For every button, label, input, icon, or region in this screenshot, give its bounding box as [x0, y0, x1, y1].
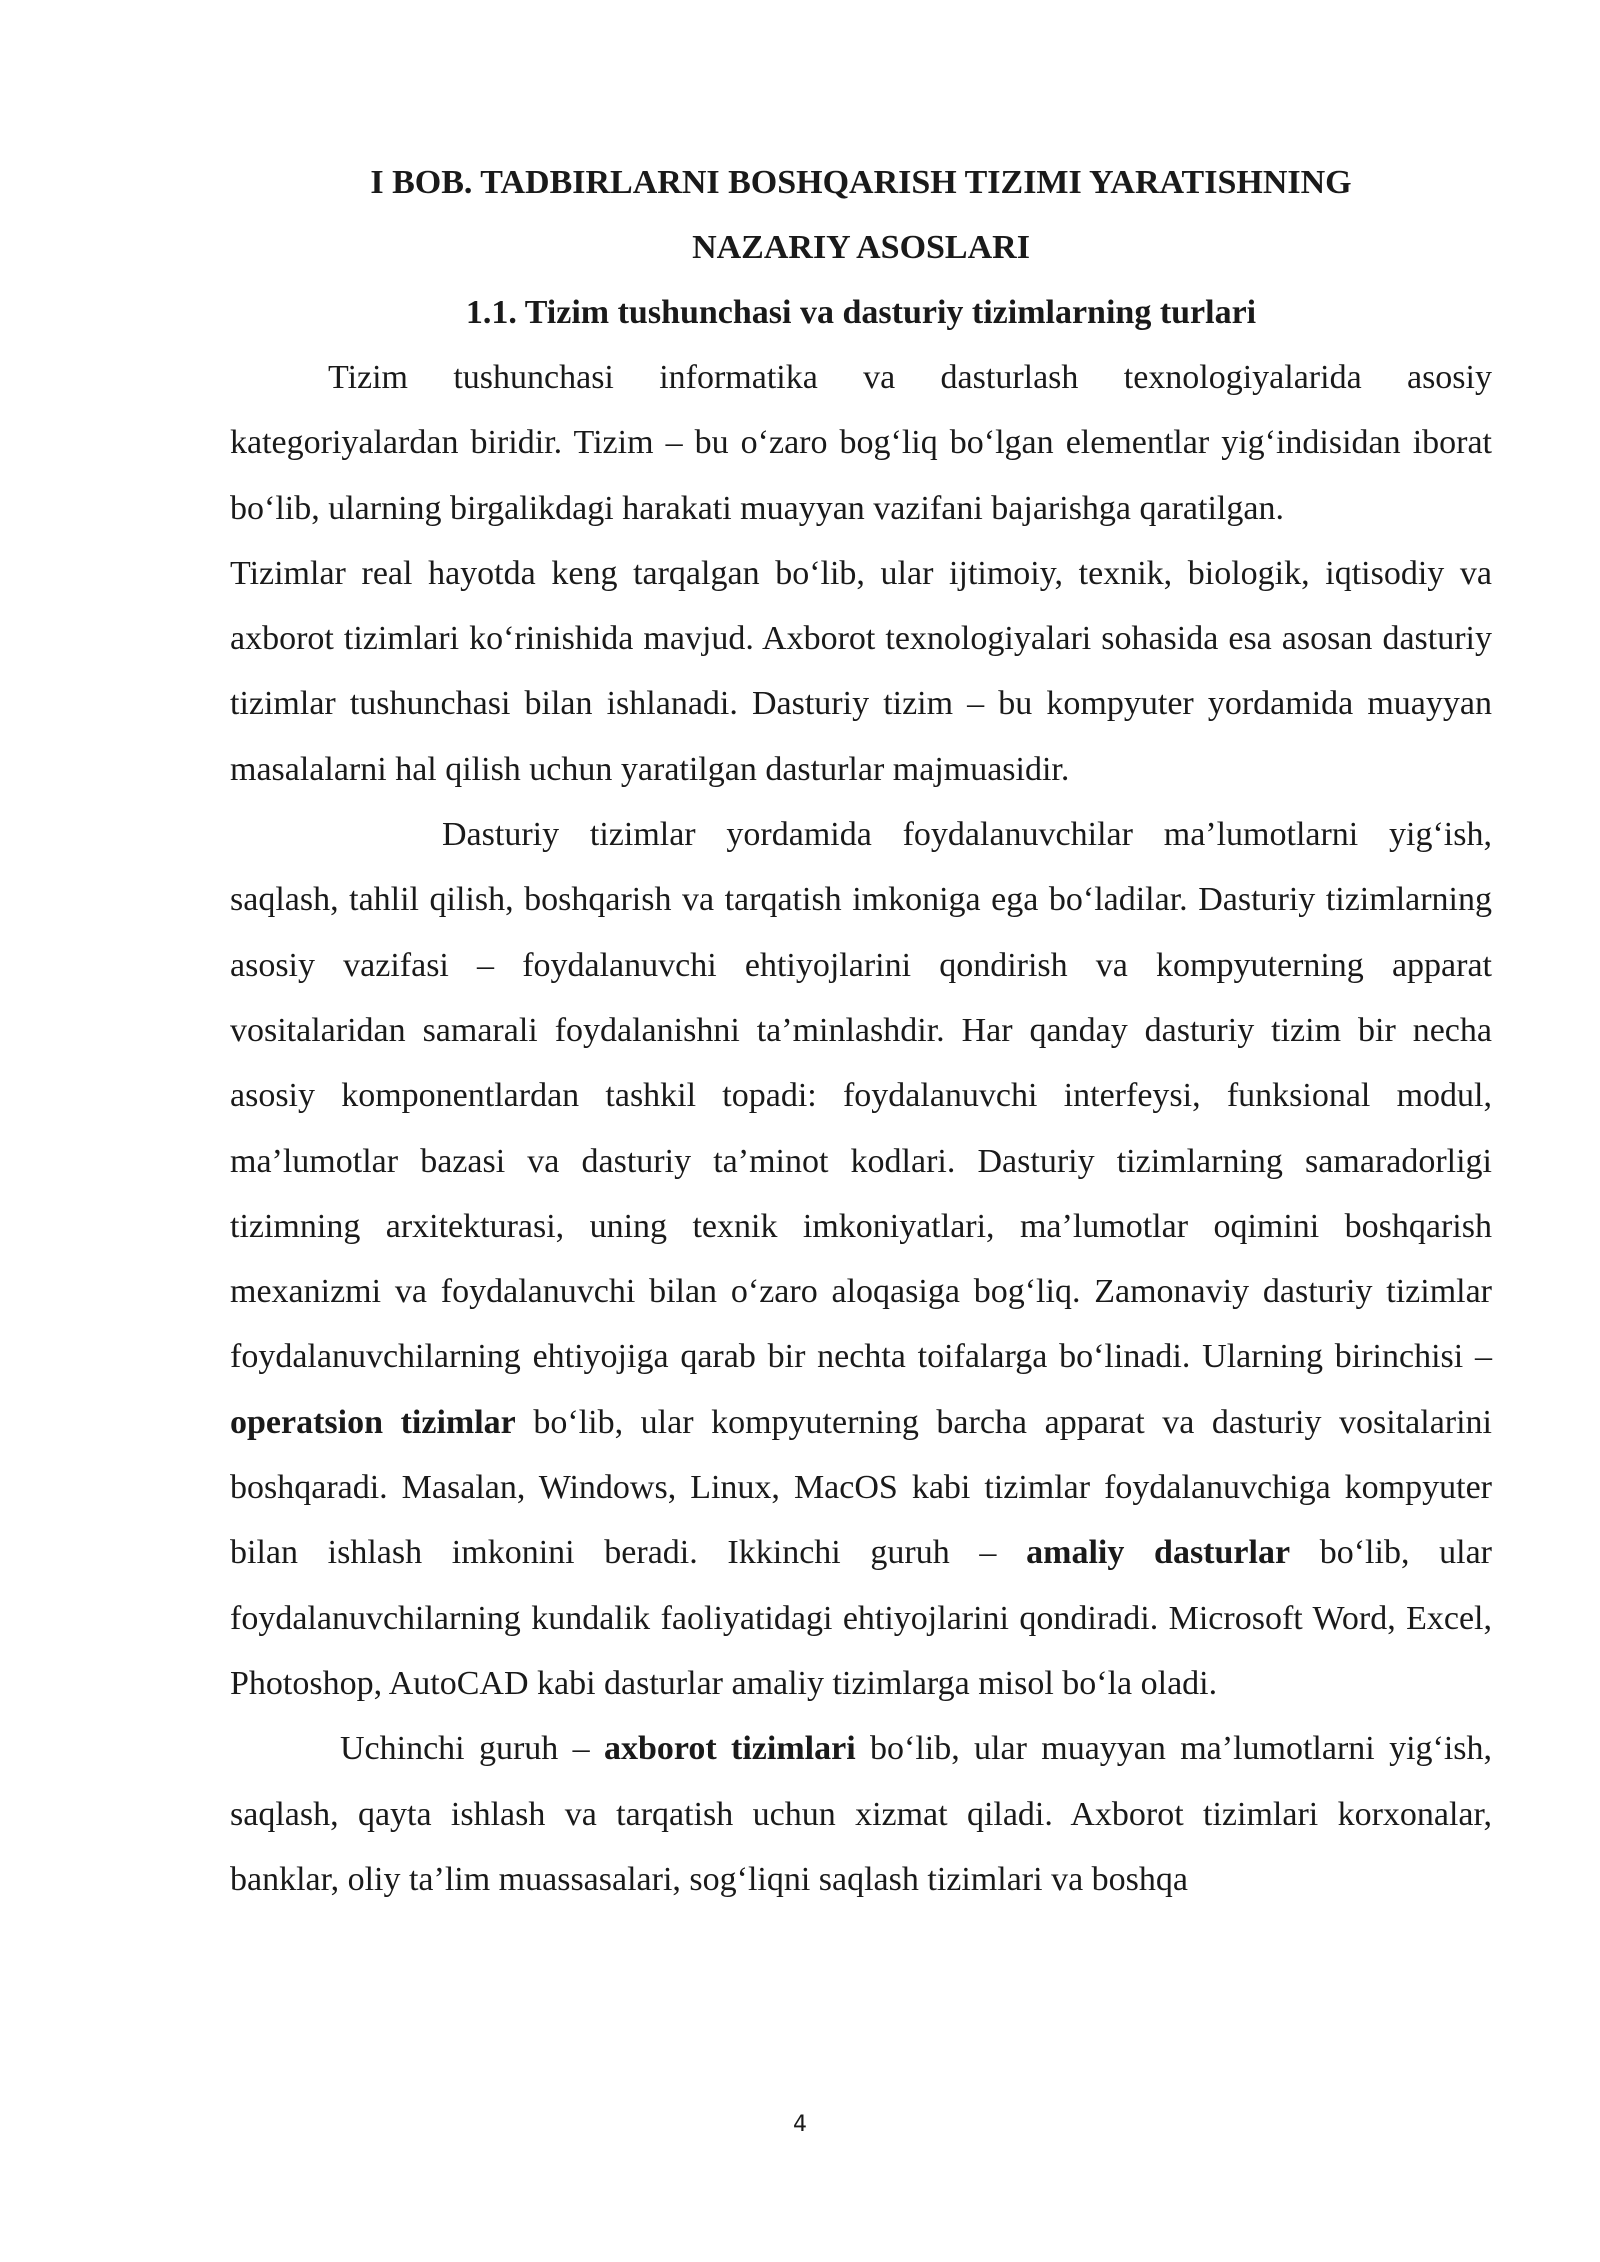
paragraph-4-text-c: bo‘lib, ular muayyan ma’lumotlarni yig‘ish, saqlash, qayta ishlash va tarqatish uchun xizmat qiladi. Axborot tizimlari korxonalar, banklar, oliy ta’lim muassasalari, sog‘liqni saqlash tizimlari va boshqa — [230, 1730, 1493, 1898]
paragraph-3-bold-1: operatsion tizimlar — [230, 1403, 516, 1441]
chapter-title-line-1: I BOB. TADBIRLARNI BOSHQARISH TIZIMI YARATISHNING — [370, 164, 1352, 201]
chapter-title-line-2: NAZARIY ASOSLARI — [692, 229, 1030, 266]
page-number: 4 — [793, 2112, 807, 2137]
paragraph-4-text-a: Uchinchi guruh – — [340, 1730, 604, 1768]
paragraph-3 — [230, 802, 1492, 1716]
paragraph-3-text-c: bo‘lib, ular kompyuterning barcha apparat va dasturiy vositalarini boshqaradi. Masalan, Windows, Linux, MacOS kabi tizimlar foydalanuvchiga kompyuter bilan ishlash imkonini beradi. Ikkinchi guruh – — [230, 1403, 1493, 1572]
paragraph-2: Tizimlar real hayotda keng tarqalgan bo‘lib, ular ijtimoiy, texnik, biologik, iqtisodiy va axborot tizimlari ko‘rinishida mavjud. Axborot texnologiyalari sohasida esa asosan dasturiy tizimlar tushunchasi bilan ishlanadi. Dasturiy tizim – bu kompyuter yordamida muayyan masalalarni hal qilish uchun yaratilgan dasturlar majmuasidir. — [230, 554, 1492, 788]
paragraph-3-text-d: bo‘lib, ular foydalanuvchilarning kundalik faoliyatidagi ehtiyojlarini qondiradi. Microsoft Word, Excel, Photoshop, AutoCAD kabi dasturlar amaliy tizimlarga misol bo‘la oladi. — [230, 1534, 1493, 1702]
chapter-title — [230, 150, 1492, 280]
paragraph-3-bold-2: amaliy dasturlar — [1026, 1534, 1291, 1572]
paragraph-4 — [230, 1716, 1492, 1912]
section-title: 1.1. Tizim tushunchasi va dasturiy tizimlarning turlari — [465, 294, 1257, 331]
paragraph-1: Tizim tushunchasi informatika va dasturlash texnologiyalarida asosiy kategoriyalardan biridir. Tizim – bu o‘zaro bog‘liq bo‘lgan elementlar yig‘indisidan iborat bo‘lib, ularning birgalikdagi harakati muayyan vazifani bajarishga qaratilgan. — [230, 359, 1492, 527]
paragraph-4-bold: axborot tizimlari — [603, 1730, 856, 1768]
document-page — [230, 150, 1492, 1912]
paragraph-3-text-a: Dasturiy tizimlar yordamida foydalanuvchilar ma’lumotlarni yig‘ish, saqlash, tahlil qilish, boshqarish va tarqatish imkoniga ega bo‘ladilar. Dasturiy tizimlarning asosiy vazifasi – foydalanuvchi ehtiyojlarini qondirish va kompyuterning apparat vositalaridan samarali foydalanishni ta’minlashdir. Har qanday dasturiy tizim bir necha asosiy komponentlardan tashkil topadi: foydalanuvchi interfeysi, funksional modul, ma’lumotlar bazasi va dasturiy ta’minot kodlari. Dasturiy tizimlarning samaradorligi tizimning arxitekturasi, uning texnik imkoniyatlari, ma’lumotlar oqimini boshqarish mexanizmi va foydalanuvchi bilan o‘zaro aloqasiga bog‘liq. Zamonaviy dasturiy tizimlar foydalanuvchilarning ehtiyojiga qarab bir nechta toifalarga bo‘linadi. Ularning birinchisi – — [230, 816, 1492, 1376]
